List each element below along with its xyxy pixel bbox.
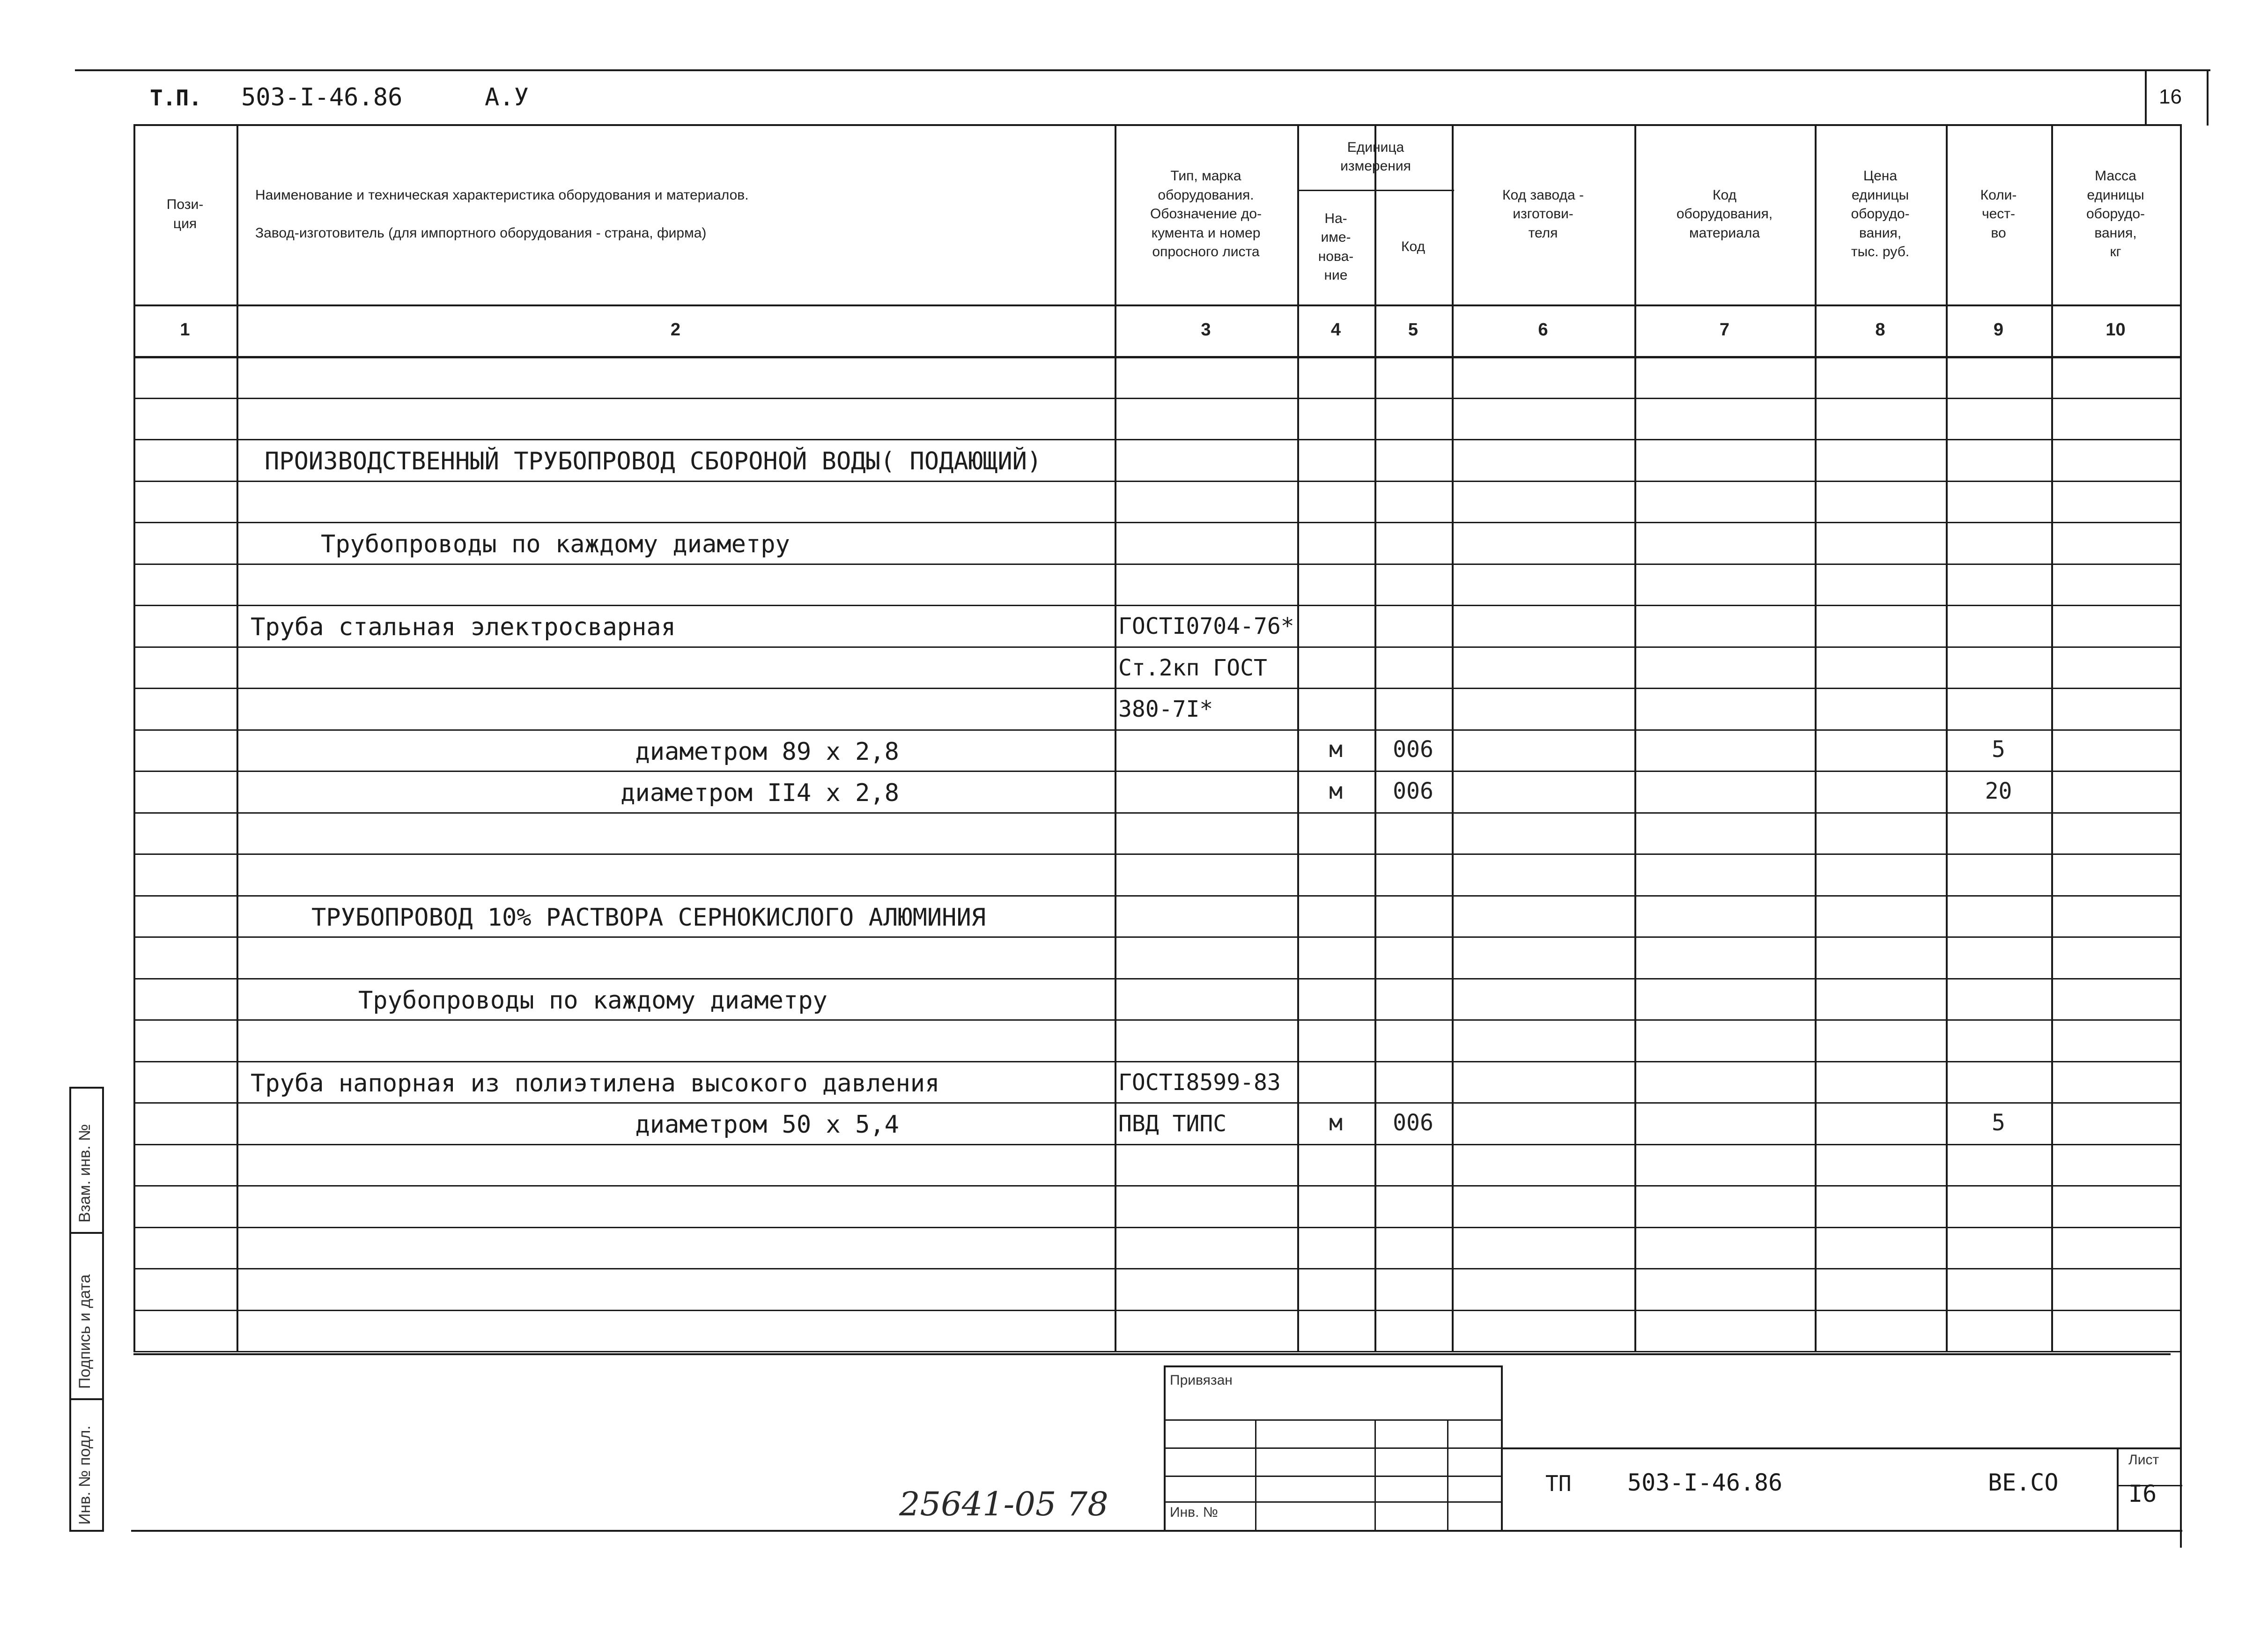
stamp-doc-number: 503-I-46.86 xyxy=(1627,1469,1783,1496)
row-8-type: Ст.2кп ГОСТ xyxy=(1118,654,1267,681)
side-stamp-frame-left xyxy=(69,1087,71,1532)
row-7-type: ГОСТI0704-76* xyxy=(1118,613,1294,639)
row-line-3 xyxy=(133,481,2182,482)
row-3-name: ПРОИЗВОДСТВЕННЫЙ ТРУБОПРОВОД СБОРОНОЙ ВОДЫ( ПОДАЮЩИЙ) xyxy=(265,447,1042,475)
col-number-5: 5 xyxy=(1408,320,1418,340)
privyazan-label: Привязан xyxy=(1170,1372,1233,1388)
row-18-type: ГОСТI8599-83 xyxy=(1118,1069,1281,1096)
row-line-4 xyxy=(133,522,2182,523)
col-9-header: Коли- чест- во xyxy=(1980,187,2017,241)
col-number-3: 3 xyxy=(1201,320,1211,340)
row-line-21 xyxy=(133,1227,2182,1228)
row-5-name: Трубопроводы по каждому диаметру xyxy=(321,530,790,558)
stamp-row-1 xyxy=(1164,1419,1501,1421)
row-10-code: 006 xyxy=(1393,736,1433,763)
sheet-number: I6 xyxy=(2128,1480,2157,1507)
row-line-5 xyxy=(133,564,2182,565)
stamp-doc-label: ТП xyxy=(1545,1471,1572,1496)
row-18-name: Труба напорная из полиэтилена высокого давления xyxy=(251,1069,940,1098)
col-2-header: Наименование и техническая характеристика оборудования и материалов. Завод-изготовитель (для импортного оборудования - страна, фирма) xyxy=(255,187,749,241)
stamp-row-2 xyxy=(1164,1447,1501,1449)
stamp-col-2 xyxy=(1374,1419,1376,1532)
col-number-8: 8 xyxy=(1875,320,1885,340)
row-line-13 xyxy=(133,895,2182,897)
row-7-name: Труба стальная электросварная xyxy=(251,613,676,641)
col-1-header: Пози- ция xyxy=(166,197,204,231)
row-line-7 xyxy=(133,646,2182,648)
row-11-unit: м xyxy=(1329,778,1343,804)
page-box-left xyxy=(2145,70,2147,126)
side-stamp-div-4 xyxy=(69,1530,104,1532)
row-line-1 xyxy=(133,398,2182,399)
row-19-name: диаметром 50 х 5,4 xyxy=(635,1111,899,1139)
column-line-10 xyxy=(2180,124,2182,1351)
row-line-9 xyxy=(133,729,2182,731)
col-number-7: 7 xyxy=(1719,320,1730,340)
side-stamp-div-1 xyxy=(69,1087,104,1089)
row-10-qty: 5 xyxy=(1992,736,2005,763)
series-label: Т.П. xyxy=(150,85,202,111)
row-19-qty: 5 xyxy=(1992,1109,2005,1136)
col-number-9: 9 xyxy=(1993,320,2004,340)
col-10-header: Масса единицы оборудо- вания, кг xyxy=(2086,168,2145,260)
col-8-header: Цена единицы оборудо- вания, тыс. руб. xyxy=(1851,168,1910,260)
side-stamp-div-3 xyxy=(69,1398,104,1400)
row-line-14 xyxy=(133,936,2182,938)
row-10-unit: м xyxy=(1329,736,1343,763)
table-bottom-frame xyxy=(133,1353,2171,1355)
col-7-header: Код оборудования, материала xyxy=(1676,187,1773,241)
col-number-2: 2 xyxy=(670,320,681,340)
row-14-name: ТРУБОПРОВОД 10% РАСТВОРА СЕРНОКИСЛОГО АЛЮМИНИЯ xyxy=(311,903,986,932)
side-stamp-frame-right xyxy=(102,1087,104,1532)
col-4-header: На- име- нова- ние xyxy=(1318,210,1354,283)
stamp-doc-top xyxy=(1501,1447,2180,1449)
row-line-12 xyxy=(133,853,2182,855)
sheet-box-left xyxy=(2117,1447,2119,1532)
stamp-top xyxy=(1164,1365,1501,1367)
side-label-signature: Подпись и дата xyxy=(76,1274,94,1389)
column-numbers-bottom-border xyxy=(133,356,2182,358)
stamp-row-4 xyxy=(1164,1501,1501,1503)
row-line-17 xyxy=(133,1061,2182,1062)
row-19-code: 006 xyxy=(1393,1109,1433,1136)
row-line-2 xyxy=(133,439,2182,440)
col-number-10: 10 xyxy=(2105,320,2126,340)
row-19-type: ПВД ТИПС xyxy=(1118,1111,1227,1137)
row-line-18 xyxy=(133,1102,2182,1104)
right-frame-lower xyxy=(2180,1351,2182,1548)
stamp-col-3 xyxy=(1447,1419,1448,1532)
row-16-name: Трубопроводы по каждому диаметру xyxy=(358,986,827,1015)
page-number: 16 xyxy=(2159,85,2182,108)
unit-group-header: Единица измерения xyxy=(1340,139,1411,174)
row-line-24 xyxy=(133,1351,2182,1352)
album-label: А.У xyxy=(485,83,529,111)
row-11-code: 006 xyxy=(1393,778,1433,804)
inv-no-label: Инв. № xyxy=(1170,1505,1218,1520)
top-border xyxy=(75,69,2210,71)
col-number-4: 4 xyxy=(1330,320,1341,340)
row-line-20 xyxy=(133,1185,2182,1187)
col-number-6: 6 xyxy=(1538,320,1548,340)
row-line-15 xyxy=(133,978,2182,979)
header-doc-number: 503-I-46.86 xyxy=(241,83,403,111)
archive-number: 25641-05 78 xyxy=(899,1485,1108,1523)
row-line-8 xyxy=(133,688,2182,689)
page-bottom-border xyxy=(131,1530,2182,1532)
stamp-sheet-code: ВЕ.СО xyxy=(1988,1469,2059,1496)
stamp-row-3 xyxy=(1164,1476,1501,1477)
side-label-vzam: Взам. инв. № xyxy=(76,1124,94,1223)
row-line-23 xyxy=(133,1310,2182,1311)
row-line-10 xyxy=(133,771,2182,772)
row-9-type: 380-7I* xyxy=(1118,696,1213,722)
row-line-19 xyxy=(133,1144,2182,1145)
col-6-header: Код завода - изготови- теля xyxy=(1502,187,1584,241)
row-line-22 xyxy=(133,1268,2182,1269)
page-box-right xyxy=(2207,70,2209,126)
row-line-6 xyxy=(133,605,2182,606)
col-5-header: Код xyxy=(1401,239,1425,255)
row-11-name: диаметром II4 х 2,8 xyxy=(621,779,899,807)
row-line-11 xyxy=(133,812,2182,814)
row-19-unit: м xyxy=(1329,1109,1343,1136)
stamp-col-1 xyxy=(1255,1419,1256,1532)
col-number-1: 1 xyxy=(180,320,190,340)
side-label-inv-podl: Инв. № подл. xyxy=(76,1425,94,1525)
row-10-name: диаметром 89 х 2,8 xyxy=(635,737,899,766)
sheet-label: Лист xyxy=(2128,1452,2159,1468)
side-stamp-div-2 xyxy=(69,1232,104,1234)
row-11-qty: 20 xyxy=(1985,778,2012,804)
row-line-16 xyxy=(133,1019,2182,1021)
col-3-header: Тип, марка оборудования. Обозначение до- кумента и номер опросного листа xyxy=(1150,168,1262,260)
